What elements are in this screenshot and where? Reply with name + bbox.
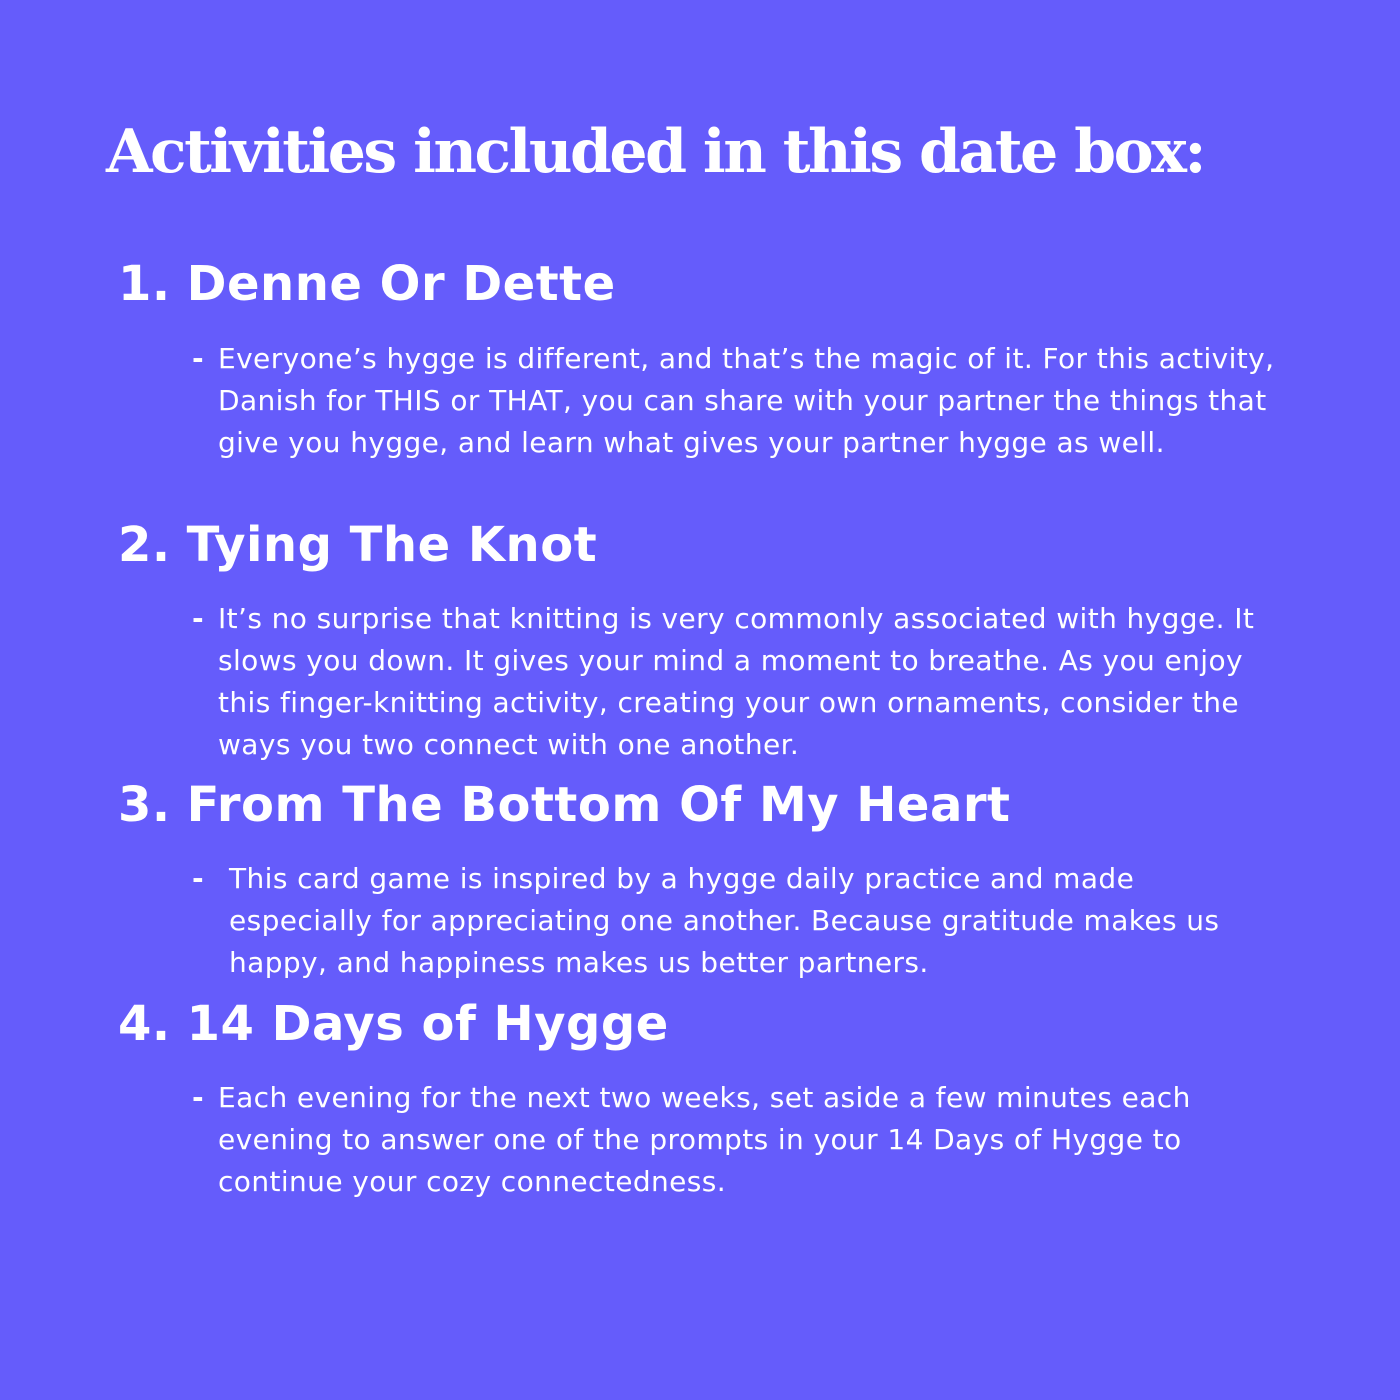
activity-heading-1 [118,254,616,314]
activity-description-4: Each evening for the next two weeks, set aside a few minutes each evening to answer one of the prompts in your 14 Days of Hygge to continue your cozy connectedness. [218,1081,1191,1198]
activity-name: From The Bottom Of My Heart [186,777,1011,833]
activity-number: 3. [118,777,171,833]
bullet-marker: - [192,342,204,375]
activity-name: 14 Days of Hygge [186,996,669,1052]
activity-heading-2 [118,515,597,575]
bullet-marker: - [192,602,204,635]
activity-name: Denne Or Dette [186,256,616,312]
page-title: Activities included in this date box: [106,117,1205,187]
activity-description-1: Everyone’s hygge is different, and that’s the magic of it. For this activity, Danish for THIS or THAT, you can share with your partner the things that give you hygge, and learn what gives your partner hygge as well. [218,342,1275,459]
bullet-marker: - [192,1081,204,1114]
activity-heading-4 [118,994,669,1054]
activity-number: 1. [118,256,171,312]
activity-number: 4. [118,996,171,1052]
activity-name: Tying The Knot [186,517,598,573]
activity-heading-3 [118,775,1010,835]
bullet-marker: - [192,862,204,895]
activity-number: 2. [118,517,171,573]
activity-description-2: It’s no surprise that knitting is very commonly associated with hygge. It slows you down. It gives your mind a moment to breathe. As you enjoy this finger-knitting activity, creating your own ornaments, consider the ways you two connect with one another. [218,602,1255,761]
activity-description-3: This card game is inspired by a hygge daily practice and made especially for appreciating one another. Because gratitude makes us happy, and happiness makes us better partners. [229,862,1220,979]
